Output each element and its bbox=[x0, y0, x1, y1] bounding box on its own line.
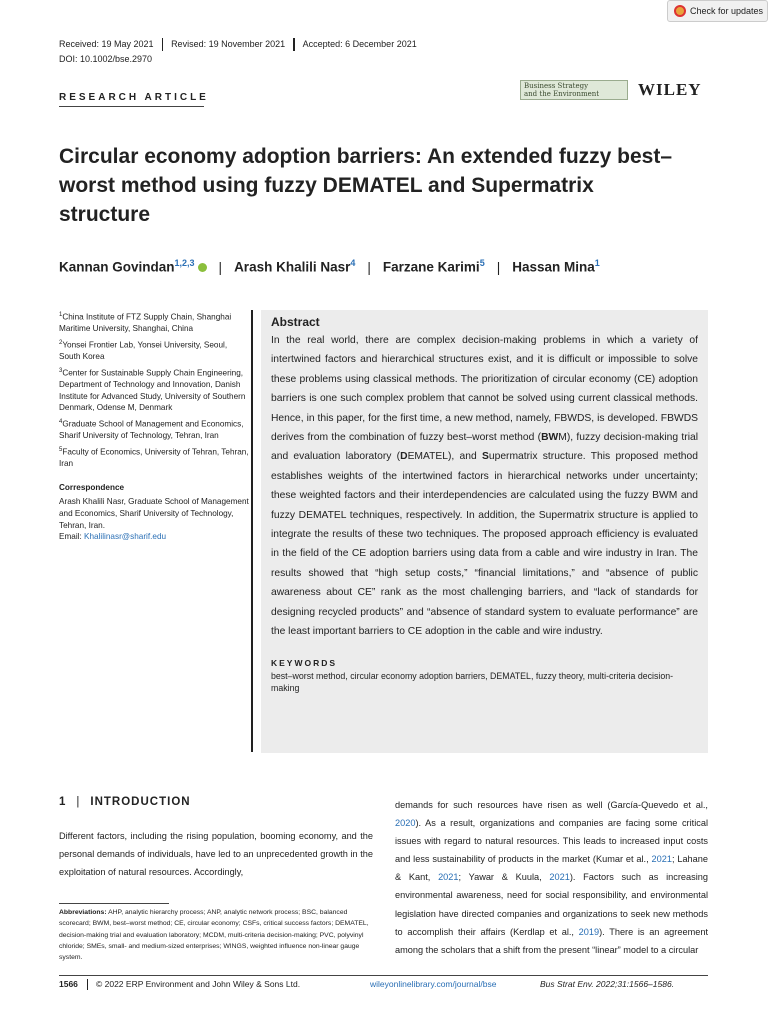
author-name[interactable]: Farzane Karimi bbox=[382, 259, 480, 275]
keywords: best–worst method, circular economy adoption barriers, DEMATEL, fuzzy theory, multi-criteria decision-making bbox=[271, 670, 674, 693]
author-name[interactable]: Kannan Govindan bbox=[59, 259, 175, 275]
correspondence: Arash Khalili Nasr, Graduate School of Management and Economics, Sharif University of Technology, Tehran, Iran. Email: Khalilinasr@sharif.edu bbox=[59, 497, 249, 542]
abstract-box bbox=[261, 310, 708, 753]
email-link[interactable]: Khalilinasr@sharif.edu bbox=[84, 532, 167, 542]
affiliation: $^4$Graduate School of Management and Economics, Sharif University of Technology, Tehran, Iran bbox=[59, 418, 244, 441]
journal-url-link[interactable]: wileyonlinelibrary.com/journal/bse bbox=[370, 979, 497, 989]
check-updates-label: Check for updates bbox=[690, 6, 764, 16]
affiliations bbox=[59, 310, 249, 546]
publisher-logo: WILEY bbox=[638, 80, 702, 99]
section-heading: 1 | INTRODUCTION bbox=[59, 796, 191, 808]
abstract-heading: Abstract bbox=[271, 315, 320, 329]
revised-date: Revised: 19 November 2021 bbox=[171, 38, 286, 49]
footer-divider bbox=[59, 975, 708, 976]
affiliation: $^3$Center for Sustainable Supply Chain Engineering, Department of Technology and Innovation, Danish Institute for Advanced Study, University of Southern Denmark, Odense M, Denmark bbox=[59, 367, 246, 413]
abstract-text: In the real world, there are complex decision-making problems in which a variety of intertwined factors and hierarchical structures exist, and it is difficult or impossible to solve these problems using classical methods. The prioritization of circular economy (CE) adoption barriers is one such complex problem that cannot be solved using current classical methods. Hence, in this paper, for the first time, a new method, namely, FBWDS, is developed. FBWDS derives from the combination of fuzzy best–worst method (BWM), fuzzy decision-making trial and evaluation laboratory (DEMATEL), and Supermatrix structure. This proposed method establishes weights of the intertwined factors in hierarchical networks under uncertainty; these weighted factors and their interdependencies are calculated using the fuzzy BWM and fuzzy DEMATEL techniques, respectively. In addition, the Supermatrix structure is applied to integrate the results of these two techniques. The proposed approach efficiency is evaluated in the field of the CE adoption barriers using data from a cable and wire industry in Iran. The results showed that “high setup costs,” “financial limitations,” and “absence of public awareness about CE” rank as the most challenging barriers, and “lack of standards for designing recycled products” and “absence of standard system to evaluate performance” are the least important barriers to CE adoption in the cable and wire industry. bbox=[271, 335, 698, 638]
article-title: Circular economy adoption barriers: An extended fuzzy best–worst method using fuzzy DEMATEL and Supermatrix structure bbox=[59, 145, 673, 226]
orcid-icon[interactable] bbox=[198, 263, 207, 272]
article-type: RESEARCH ARTICLE bbox=[59, 92, 209, 103]
author-name[interactable]: Arash Khalili Nasr bbox=[234, 259, 351, 275]
citation-link[interactable]: 2021 bbox=[549, 872, 570, 883]
abbreviations-footnote: Abbreviations: AHP, analytic hierarchy process; ANP, analytic network process; BSC, balanced scorecard; BWM, best–worst method; CE, circular economy; CSFs, critical success factors; DEMATEL, decision-making trial and evaluation laboratory; MCDM, multi-criteria decision-making; PVC, polyvinyl chloride; SMEs, small- and medium-sized enterprises; WINGS, weighted influence non-linear gauge system. bbox=[59, 909, 369, 962]
accepted-date: Accepted: 6 December 2021 bbox=[302, 38, 417, 49]
affiliation: $^2$Yonsei Frontier Lab, Yonsei University, Seoul, South Korea bbox=[59, 339, 228, 362]
update-icon bbox=[674, 5, 686, 17]
received-date: Received: 19 May 2021 bbox=[59, 38, 154, 49]
journal-logo: Business Strategy and the Environment bbox=[520, 80, 628, 100]
footnote-divider bbox=[59, 903, 169, 904]
author-name[interactable]: Hassan Mina bbox=[512, 259, 595, 275]
citation-link[interactable]: 2021 bbox=[651, 854, 672, 865]
divider bbox=[59, 106, 204, 107]
check-for-updates-button[interactable] bbox=[667, 0, 768, 22]
author-list: Kannan Govindan$^{1,2,3}$ | Arash Khalili Nasr$^4$ | Farzane Karimi$^5$ | Hassan Mina$^1$ bbox=[59, 258, 600, 275]
doi: DOI: 10.1002/bse.2970 bbox=[59, 54, 153, 64]
affiliation: $^5$Faculty of Economics, University of Tehran, Tehran, Iran bbox=[59, 446, 249, 469]
article-dates bbox=[59, 38, 417, 51]
page-number: 1566 bbox=[59, 979, 78, 989]
affiliation: $^1$China Institute of FTZ Supply Chain, Shanghai Maritime University, Shanghai, China bbox=[59, 312, 232, 334]
column-divider bbox=[251, 310, 253, 752]
intro-paragraph-continued: demands for such resources have risen as well (García-Quevedo et al., 2020). As a result, organizations and companies are facing some critical issues with regard to natural resources. This leads to increased input costs and less sustainability of products in the market (Kumar et al., 2021; Lahane & Kant, 2021; Yawar & Kuula, 2021). Factors such as increasing environmental awareness, need for social responsibility, and environmental legislation have directed companies and organizations to seek new methods to accomplish their affairs (Kerdlap et al., 2019). There is an agreement among the scholars that a shift from the present “linear” model to a circular bbox=[395, 800, 708, 955]
citation: Bus Strat Env. 2022;31:1566–1586. bbox=[540, 979, 675, 989]
correspondence-heading: Correspondence bbox=[59, 482, 125, 492]
citation-link[interactable]: 2020 bbox=[395, 818, 416, 829]
intro-paragraph: Different factors, including the rising population, booming economy, and the personal demands of individuals, have led to an unprecedented growth in the exploitation of natural resources. Accordingly, bbox=[59, 831, 373, 877]
citation-link[interactable]: 2021 bbox=[438, 872, 459, 883]
citation-link[interactable]: 2019 bbox=[578, 926, 600, 937]
copyright: © 2022 ERP Environment and John Wiley & Sons Ltd. bbox=[96, 979, 301, 989]
keywords-heading: KEYWORDS bbox=[271, 657, 338, 668]
